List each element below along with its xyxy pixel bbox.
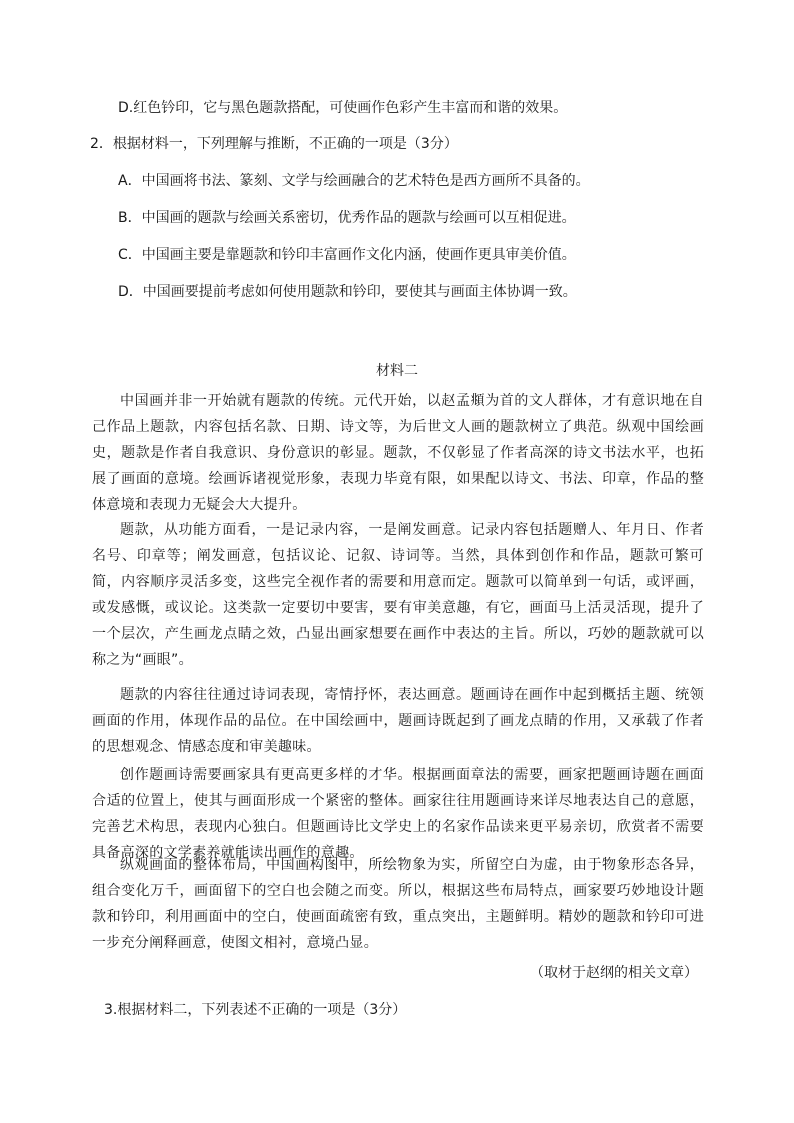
- material2-paragraph-1: 中国画并非一开始就有题款的传统。元代开始，以赵孟頫为首的文人群体，才有意识地在自己作品上题款，内容包括名款、日期、诗文等，为后世文人画的题款树立了典范。纵观中国绘画史，题款是作者自我意识、身份意识的彰显。题款，不仅彰显了作者高深的诗文书法水平，也拓展了画面的意境。绘画诉诸视觉形象，表现力毕竟有限，如果配以诗文、书法、印章，作品的整体意境和表现力无疑会大大提升。: [92, 393, 704, 513]
- q3-stem: 3.根据材料二，下列表述不正确的一项是（3分）: [104, 1002, 407, 1018]
- material2-source: （取材于赵纲的相关文章）: [530, 965, 698, 981]
- q2-option-b: B．中国画的题款与绘画关系密切，优秀作品的题款与绘画可以互相促进。: [118, 210, 576, 226]
- material2-paragraph-4: 创作题画诗需要画家具有更高更多样的才华。根据画面章法的需要，画家把题画诗题在画面合适的位置上，使其与画面形成一个紧密的整体。画家往往用题画诗来详尽地表达自己的意愿，完善艺术构思，表现内心独白。但题画诗比文学史上的名家作品读来更平易亲切，欣赏者不需要具备高深的文学素养就能读出画作的意趣。: [92, 767, 704, 861]
- material2-paragraph-5: 纵观画面的整体布局，中国画构图中，所绘物象为实，所留空白为虚，由于物象形态各异，组合变化万千，画面留下的空白也会随之而变。所以，根据这些布局特点，画家要巧妙地设计题款和钤印，利用画面中的空白，使画面疏密有致，重点突出，主题鲜明。精妙的题款和钤印可进一步充分阐释画意，使图文相衬，意境凸显。: [92, 857, 704, 951]
- q2-stem: 2．根据材料一，下列理解与推断，不正确的一项是（3分）: [90, 136, 458, 152]
- material2-paragraph-3: 题款的内容往往通过诗词表现，寄情抒怀，表达画意。题画诗在画作中起到概括主题、统领画面的作用，体现作品的品位。在中国绘画中，题画诗既起到了画龙点睛的作用，又承载了作者的思想观念、情感态度和审美趣味。: [92, 687, 704, 755]
- q2-option-c: C．中国画主要是靠题款和钤印丰富画作文化内涵，使画作更具审美价值。: [118, 247, 576, 263]
- material2-paragraph-2: 题款，从功能方面看，一是记录内容，一是阐发画意。记录内容包括题赠人、年月日、作者名号、印章等；阐发画意，包括议论、记叙、诗词等。当然，具体到创作和作品，题款可繁可简，内容顺序灵活多变，这些完全视作者的需要和用意而定。题款可以简单到一句话，或评画，或发感慨，或议论。这类款一定要切中要害，要有审美意趣，有它，画面马上活灵活现，提升了一个层次，产生画龙点睛之效，凸显出画家想要在画作中表达的主旨。所以，巧妙的题款就可以称之为“画眼”。: [92, 522, 704, 668]
- q2-option-d: D．中国画要提前考虑如何使用题款和钤印，要使其与画面主体协调一致。: [118, 284, 577, 300]
- q1-option-d: D.红色钤印，它与黑色题款搭配，可使画作色彩产生丰富而和谐的效果。: [118, 100, 568, 116]
- q2-option-a: A．中国画将书法、篆刻、文学与绘画融合的艺术特色是西方画所不具备的。: [118, 173, 590, 189]
- material2-title: 材料二: [376, 363, 418, 379]
